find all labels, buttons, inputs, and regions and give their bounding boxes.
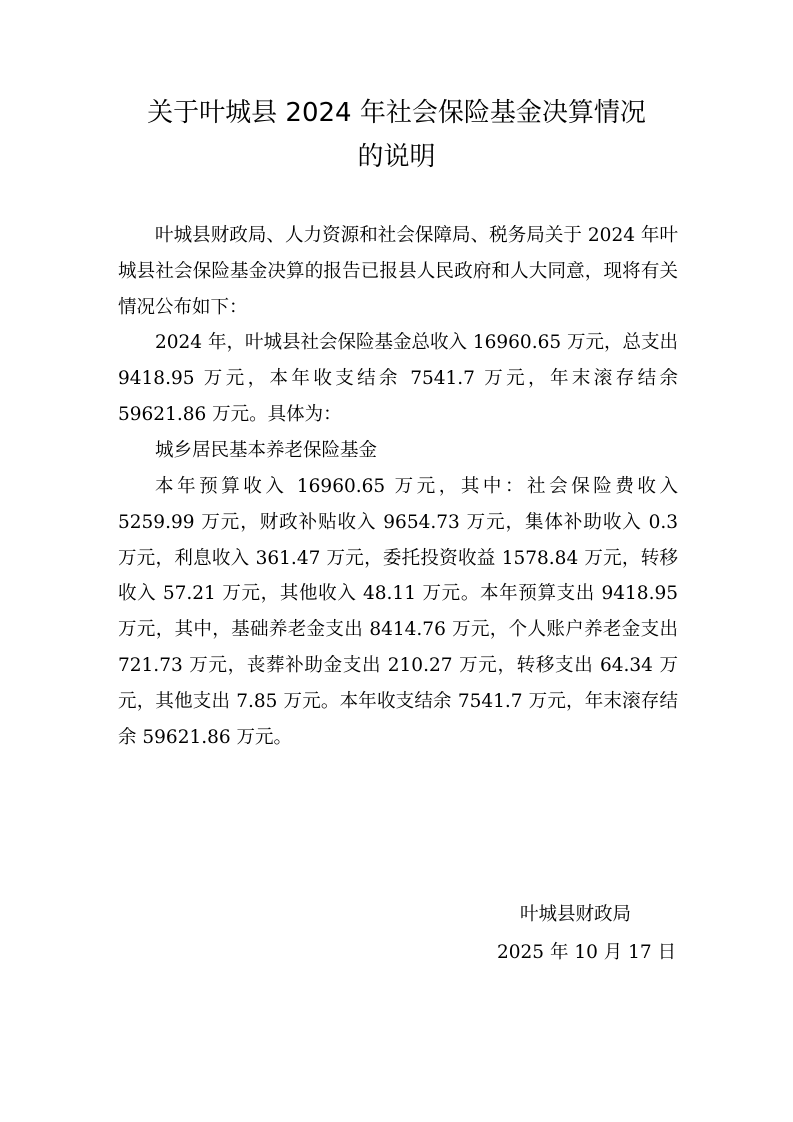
signature-date: 2025 年 10 月 17 日 (497, 942, 677, 963)
paragraph-summary: 2024 年，叶城县社会保险基金总收入 16960.65 万元，总支出 9418.95 万元，本年收支结余 7541.7 万元，年末滚存结余 59621.86 万元。具体为： (118, 332, 678, 425)
paragraph-details: 本年预算收入 16960.65 万元，其中：社会保险费收入 5259.99 万元，财政补贴收入 9654.73 万元，集体补助收入 0.3 万元，利息收入 361.47 万元，委托投资收益 1578.84 万元，转移收入 57.21 万元，其他收入 48.11 万元。本年预算支出 9418.95 万元，其中，基础养老金支出 8414.76 万元，个人账户养老金支出 721.73 万元，丧葬补助金支出 210.27 万元，转移支出 64.34 万元，其他支出 7.85 万元。本年收支结余 7541.7 万元，年末滚存结余 59621.86 万元。 (118, 476, 678, 748)
paragraph-intro: 叶城县财政局、人力资源和社会保障局、税务局关于 2024 年叶城县社会保险基金决算的报告已报县人民政府和人大同意，现将有关情况公布如下： (118, 225, 678, 318)
signature-organization: 叶城县财政局 (520, 904, 632, 925)
section-heading: 城乡居民基本养老保险基金 (155, 440, 378, 461)
document-title-line-1: 关于叶城县 2024 年社会保险基金决算情况 (147, 98, 646, 128)
document-title-line-2: 的说明 (357, 142, 436, 172)
